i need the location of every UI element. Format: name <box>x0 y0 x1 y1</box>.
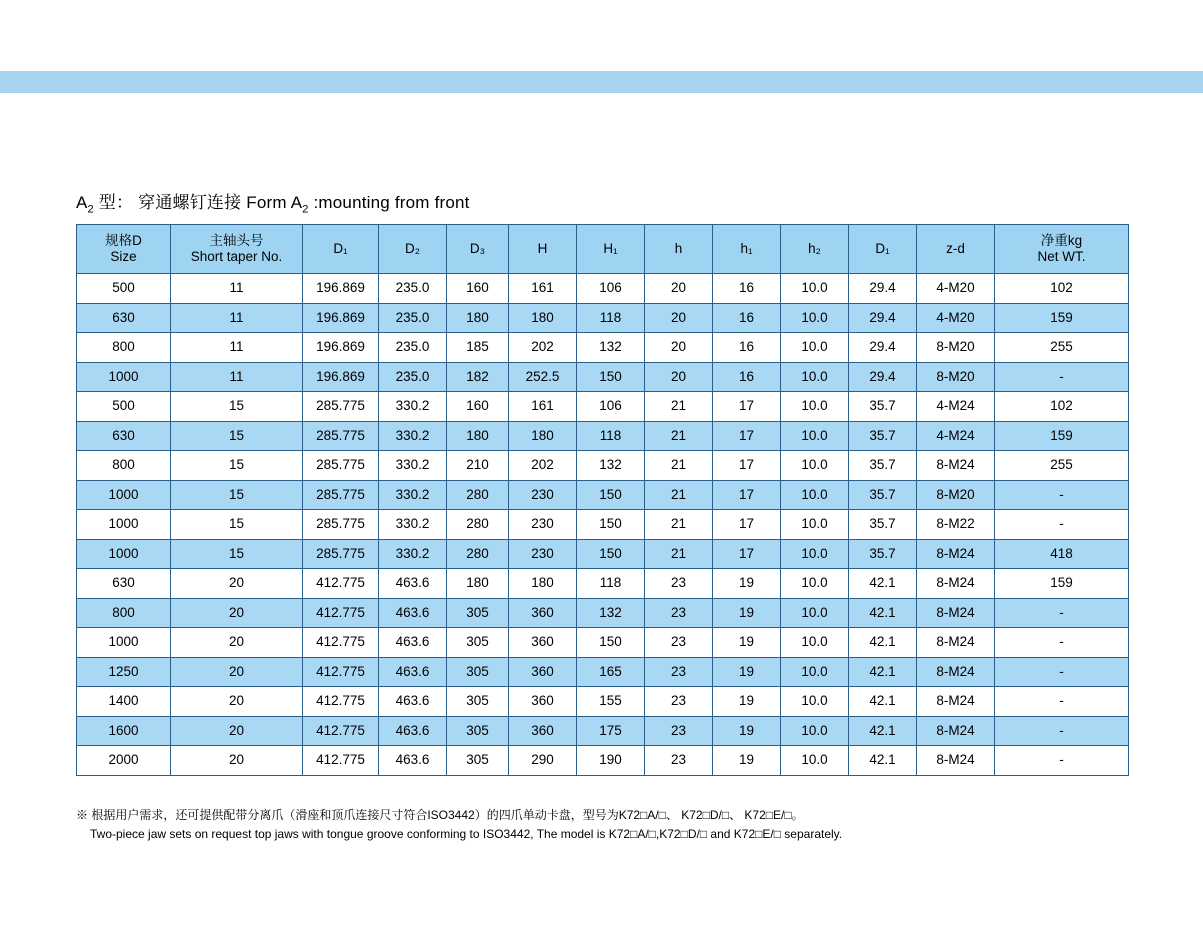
cell-d1: 285.775 <box>303 480 379 510</box>
cell-hl2: 10.0 <box>781 539 849 569</box>
title-suffix: :mounting from front <box>308 193 470 212</box>
column-header-h-lc-1 <box>713 225 781 274</box>
cell-h1: 150 <box>577 480 645 510</box>
column-header-line1: H <box>537 241 548 257</box>
column-header-d3 <box>447 225 509 274</box>
table-row <box>77 569 1129 599</box>
cell-h1: 175 <box>577 716 645 746</box>
cell-d3: 180 <box>447 421 509 451</box>
cell-h: 360 <box>509 628 577 658</box>
column-header-line1: h₁ <box>740 241 753 257</box>
cell-hl1: 17 <box>713 539 781 569</box>
cell-h: 161 <box>509 274 577 304</box>
cell-d1b: 35.7 <box>849 539 917 569</box>
cell-taper: 20 <box>171 687 303 717</box>
footnote-english: Two-piece jaw sets on request top jaws with tongue groove conforming to ISO3442, The model is K72□A/□,K72□D/□ and K72□E/□ separately. <box>90 827 843 842</box>
cell-hl1: 19 <box>713 598 781 628</box>
cell-h: 360 <box>509 716 577 746</box>
cell-h: 161 <box>509 392 577 422</box>
cell-hl: 20 <box>645 303 713 333</box>
cell-weight: - <box>995 687 1129 717</box>
cell-d2: 235.0 <box>379 362 447 392</box>
cell-hl: 20 <box>645 362 713 392</box>
cell-d2: 330.2 <box>379 392 447 422</box>
cell-d3: 280 <box>447 510 509 540</box>
cell-zd: 4-M24 <box>917 421 995 451</box>
column-header-line2: Net WT. <box>1037 249 1086 264</box>
column-header-h-lc-2 <box>781 225 849 274</box>
column-header-d1 <box>303 225 379 274</box>
cell-d3: 160 <box>447 274 509 304</box>
table-row <box>77 451 1129 481</box>
cell-zd: 8-M20 <box>917 480 995 510</box>
cell-d3: 305 <box>447 746 509 776</box>
cell-d1b: 42.1 <box>849 598 917 628</box>
cell-h: 360 <box>509 598 577 628</box>
column-header-line1: 规格D <box>105 233 142 249</box>
column-header-d1-bolt <box>849 225 917 274</box>
cell-d2: 463.6 <box>379 687 447 717</box>
cell-size: 1000 <box>77 480 171 510</box>
cell-size: 1400 <box>77 687 171 717</box>
cell-hl2: 10.0 <box>781 392 849 422</box>
cell-zd: 8-M24 <box>917 628 995 658</box>
cell-h1: 150 <box>577 539 645 569</box>
cell-h1: 132 <box>577 333 645 363</box>
cell-size: 1000 <box>77 510 171 540</box>
column-header-d2 <box>379 225 447 274</box>
cell-taper: 15 <box>171 539 303 569</box>
cell-d1: 285.775 <box>303 421 379 451</box>
cell-hl: 21 <box>645 480 713 510</box>
cell-h1: 132 <box>577 598 645 628</box>
cell-d2: 463.6 <box>379 746 447 776</box>
cell-d1b: 29.4 <box>849 274 917 304</box>
cell-d3: 160 <box>447 392 509 422</box>
cell-hl1: 16 <box>713 333 781 363</box>
cell-h1: 106 <box>577 274 645 304</box>
cell-taper: 11 <box>171 333 303 363</box>
cell-zd: 4-M24 <box>917 392 995 422</box>
cell-hl2: 10.0 <box>781 451 849 481</box>
cell-d1b: 42.1 <box>849 746 917 776</box>
cell-hl2: 10.0 <box>781 333 849 363</box>
cell-taper: 20 <box>171 569 303 599</box>
table-row <box>77 628 1129 658</box>
cell-taper: 20 <box>171 598 303 628</box>
cell-d3: 280 <box>447 539 509 569</box>
table-row <box>77 333 1129 363</box>
cell-d1b: 42.1 <box>849 569 917 599</box>
cell-hl1: 19 <box>713 657 781 687</box>
cell-d1b: 29.4 <box>849 362 917 392</box>
cell-size: 800 <box>77 598 171 628</box>
cell-d2: 463.6 <box>379 716 447 746</box>
cell-taper: 11 <box>171 362 303 392</box>
cell-d2: 235.0 <box>379 274 447 304</box>
cell-hl2: 10.0 <box>781 303 849 333</box>
cell-hl: 23 <box>645 746 713 776</box>
cell-zd: 8-M24 <box>917 746 995 776</box>
cell-d1: 412.775 <box>303 569 379 599</box>
cell-hl: 23 <box>645 657 713 687</box>
cell-hl1: 17 <box>713 480 781 510</box>
cell-d1: 196.869 <box>303 333 379 363</box>
title-sub-2: 2 <box>302 203 309 216</box>
cell-d2: 330.2 <box>379 451 447 481</box>
cell-d1: 412.775 <box>303 657 379 687</box>
cell-zd: 8-M24 <box>917 657 995 687</box>
cell-taper: 15 <box>171 480 303 510</box>
table-row <box>77 598 1129 628</box>
cell-weight: - <box>995 480 1129 510</box>
cell-d1b: 42.1 <box>849 716 917 746</box>
cell-hl1: 19 <box>713 687 781 717</box>
table-header-row <box>77 225 1129 274</box>
cell-d1: 412.775 <box>303 746 379 776</box>
cell-h: 360 <box>509 657 577 687</box>
cell-weight: 159 <box>995 303 1129 333</box>
table-row <box>77 746 1129 776</box>
cell-d1b: 35.7 <box>849 451 917 481</box>
cell-weight: 102 <box>995 392 1129 422</box>
footnotes <box>76 806 1136 844</box>
spec-table <box>76 224 1129 776</box>
cell-d1b: 35.7 <box>849 392 917 422</box>
cell-taper: 20 <box>171 716 303 746</box>
cell-h1: 190 <box>577 746 645 776</box>
cell-hl2: 10.0 <box>781 480 849 510</box>
cell-size: 630 <box>77 421 171 451</box>
cell-weight: - <box>995 746 1129 776</box>
cell-h1: 106 <box>577 392 645 422</box>
cell-hl1: 17 <box>713 451 781 481</box>
cell-d2: 235.0 <box>379 303 447 333</box>
cell-d2: 235.0 <box>379 333 447 363</box>
cell-weight: 255 <box>995 333 1129 363</box>
table-row <box>77 716 1129 746</box>
cell-taper: 11 <box>171 303 303 333</box>
cell-weight: 159 <box>995 569 1129 599</box>
cell-h1: 150 <box>577 362 645 392</box>
cell-h: 360 <box>509 687 577 717</box>
table-row <box>77 539 1129 569</box>
cell-hl: 23 <box>645 628 713 658</box>
cell-taper: 20 <box>171 657 303 687</box>
cell-d3: 180 <box>447 569 509 599</box>
page-title <box>76 188 470 215</box>
cell-size: 2000 <box>77 746 171 776</box>
cell-hl1: 16 <box>713 303 781 333</box>
cell-hl2: 10.0 <box>781 628 849 658</box>
column-header-line1: h₂ <box>808 241 821 257</box>
cell-hl2: 10.0 <box>781 362 849 392</box>
cell-h: 230 <box>509 480 577 510</box>
cell-d1: 285.775 <box>303 510 379 540</box>
cell-zd: 8-M24 <box>917 569 995 599</box>
cell-taper: 11 <box>171 274 303 304</box>
column-header-line1: 主轴头号 <box>209 233 264 249</box>
cell-d2: 330.2 <box>379 480 447 510</box>
column-header-line1: h <box>674 241 683 257</box>
cell-d1b: 35.7 <box>849 480 917 510</box>
cell-zd: 8-M24 <box>917 598 995 628</box>
cell-weight: 255 <box>995 451 1129 481</box>
cell-h: 202 <box>509 333 577 363</box>
cell-h: 180 <box>509 303 577 333</box>
column-header-z-d <box>917 225 995 274</box>
cell-d1: 285.775 <box>303 539 379 569</box>
table-row <box>77 480 1129 510</box>
column-header-h-lc <box>645 225 713 274</box>
table-row <box>77 510 1129 540</box>
cell-hl: 23 <box>645 716 713 746</box>
cell-size: 630 <box>77 303 171 333</box>
cell-size: 800 <box>77 333 171 363</box>
cell-taper: 20 <box>171 746 303 776</box>
cell-hl2: 10.0 <box>781 657 849 687</box>
column-header-size <box>77 225 171 274</box>
cell-d1b: 42.1 <box>849 687 917 717</box>
cell-hl2: 10.0 <box>781 746 849 776</box>
cell-d3: 180 <box>447 303 509 333</box>
cell-hl: 21 <box>645 451 713 481</box>
cell-zd: 4-M20 <box>917 274 995 304</box>
cell-size: 500 <box>77 274 171 304</box>
column-header-short-taper-no <box>171 225 303 274</box>
cell-weight: - <box>995 716 1129 746</box>
cell-d1: 196.869 <box>303 274 379 304</box>
table-row <box>77 392 1129 422</box>
column-header-line2: Short taper No. <box>190 249 283 264</box>
cell-d1: 196.869 <box>303 362 379 392</box>
cell-hl: 21 <box>645 421 713 451</box>
cell-zd: 8-M20 <box>917 362 995 392</box>
cell-h: 180 <box>509 421 577 451</box>
cell-h1: 118 <box>577 303 645 333</box>
cell-size: 500 <box>77 392 171 422</box>
cell-hl: 21 <box>645 539 713 569</box>
cell-weight: 159 <box>995 421 1129 451</box>
cell-d3: 185 <box>447 333 509 363</box>
column-header-net-weight <box>995 225 1129 274</box>
cell-d2: 330.2 <box>379 421 447 451</box>
cell-taper: 15 <box>171 392 303 422</box>
cell-size: 1000 <box>77 362 171 392</box>
cell-zd: 8-M22 <box>917 510 995 540</box>
cell-d2: 463.6 <box>379 569 447 599</box>
cell-h1: 165 <box>577 657 645 687</box>
cell-weight: - <box>995 628 1129 658</box>
cell-d2: 330.2 <box>379 510 447 540</box>
cell-hl2: 10.0 <box>781 274 849 304</box>
column-header-line1: H₁ <box>603 241 618 257</box>
column-header-line1: D₃ <box>469 241 486 257</box>
table-body <box>77 274 1129 776</box>
table-row <box>77 303 1129 333</box>
cell-d1: 412.775 <box>303 716 379 746</box>
cell-h1: 155 <box>577 687 645 717</box>
cell-zd: 8-M24 <box>917 451 995 481</box>
cell-d1b: 35.7 <box>849 421 917 451</box>
cell-d2: 463.6 <box>379 628 447 658</box>
cell-d2: 463.6 <box>379 657 447 687</box>
title-prefix: A <box>76 193 88 212</box>
column-header-line2: Size <box>110 249 137 264</box>
top-color-band <box>0 71 1203 93</box>
cell-hl1: 16 <box>713 362 781 392</box>
cell-weight: - <box>995 510 1129 540</box>
cell-d2: 330.2 <box>379 539 447 569</box>
column-header-h <box>509 225 577 274</box>
cell-d1: 285.775 <box>303 451 379 481</box>
cell-h: 230 <box>509 539 577 569</box>
column-header-line1: D₂ <box>405 241 420 257</box>
cell-hl: 20 <box>645 274 713 304</box>
cell-zd: 4-M20 <box>917 303 995 333</box>
cell-zd: 8-M24 <box>917 687 995 717</box>
cell-h: 252.5 <box>509 362 577 392</box>
cell-d1b: 35.7 <box>849 510 917 540</box>
cell-hl1: 17 <box>713 510 781 540</box>
cell-h: 202 <box>509 451 577 481</box>
cell-size: 1000 <box>77 539 171 569</box>
cell-h1: 118 <box>577 421 645 451</box>
cell-d1: 412.775 <box>303 598 379 628</box>
table-row <box>77 657 1129 687</box>
cell-weight: - <box>995 362 1129 392</box>
cell-h: 290 <box>509 746 577 776</box>
cell-hl2: 10.0 <box>781 510 849 540</box>
cell-d3: 305 <box>447 657 509 687</box>
cell-d3: 280 <box>447 480 509 510</box>
cell-hl2: 10.0 <box>781 569 849 599</box>
cell-d1: 196.869 <box>303 303 379 333</box>
cell-hl1: 17 <box>713 421 781 451</box>
footnote-chinese: ※ 根据用户需求，还可提供配带分离爪（滑座和顶爪连接尺寸符合ISO3442）的四爪单动卡盘，型号为K72□A/□、 K72□D/□、 K72□E/□。 <box>76 808 804 822</box>
cell-size: 800 <box>77 451 171 481</box>
cell-hl1: 19 <box>713 746 781 776</box>
cell-weight: 418 <box>995 539 1129 569</box>
cell-hl2: 10.0 <box>781 716 849 746</box>
cell-hl1: 19 <box>713 628 781 658</box>
cell-hl1: 16 <box>713 274 781 304</box>
column-header-line1: D₁ <box>875 241 890 257</box>
cell-h1: 132 <box>577 451 645 481</box>
cell-h1: 150 <box>577 628 645 658</box>
cell-size: 630 <box>77 569 171 599</box>
cell-size: 1600 <box>77 716 171 746</box>
cell-h: 230 <box>509 510 577 540</box>
cell-d3: 182 <box>447 362 509 392</box>
cell-h1: 150 <box>577 510 645 540</box>
column-header-line1: D₁ <box>333 241 348 257</box>
cell-d1b: 29.4 <box>849 303 917 333</box>
cell-hl: 23 <box>645 569 713 599</box>
cell-hl: 21 <box>645 392 713 422</box>
cell-hl2: 10.0 <box>781 598 849 628</box>
cell-size: 1250 <box>77 657 171 687</box>
cell-weight: - <box>995 598 1129 628</box>
column-header-line1: z-d <box>946 241 965 257</box>
cell-hl: 20 <box>645 333 713 363</box>
cell-d1b: 42.1 <box>849 657 917 687</box>
table-row <box>77 274 1129 304</box>
cell-h: 180 <box>509 569 577 599</box>
cell-zd: 8-M24 <box>917 716 995 746</box>
cell-size: 1000 <box>77 628 171 658</box>
cell-d1b: 42.1 <box>849 628 917 658</box>
cell-h1: 118 <box>577 569 645 599</box>
cell-d3: 305 <box>447 628 509 658</box>
cell-zd: 8-M24 <box>917 539 995 569</box>
cell-d3: 305 <box>447 716 509 746</box>
cell-taper: 20 <box>171 628 303 658</box>
cell-d1: 285.775 <box>303 392 379 422</box>
cell-taper: 15 <box>171 510 303 540</box>
cell-d3: 305 <box>447 598 509 628</box>
cell-hl1: 17 <box>713 392 781 422</box>
cell-d1b: 29.4 <box>849 333 917 363</box>
cell-d3: 305 <box>447 687 509 717</box>
title-mid: 型： 穿通螺钉连接 Form A <box>93 193 303 212</box>
cell-taper: 15 <box>171 421 303 451</box>
table-row <box>77 687 1129 717</box>
cell-hl1: 19 <box>713 569 781 599</box>
title-sub-1: 2 <box>87 203 94 216</box>
table-header <box>77 225 1129 274</box>
cell-hl: 23 <box>645 687 713 717</box>
table-row <box>77 362 1129 392</box>
column-header-line1: 净重kg <box>1040 233 1083 249</box>
table-row <box>77 421 1129 451</box>
cell-d1: 412.775 <box>303 628 379 658</box>
cell-hl2: 10.0 <box>781 687 849 717</box>
cell-hl1: 19 <box>713 716 781 746</box>
cell-d3: 210 <box>447 451 509 481</box>
cell-d1: 412.775 <box>303 687 379 717</box>
cell-hl: 21 <box>645 510 713 540</box>
cell-weight: 102 <box>995 274 1129 304</box>
cell-zd: 8-M20 <box>917 333 995 363</box>
cell-weight: - <box>995 657 1129 687</box>
cell-hl2: 10.0 <box>781 421 849 451</box>
column-header-h-uc-1 <box>577 225 645 274</box>
cell-d2: 463.6 <box>379 598 447 628</box>
cell-taper: 15 <box>171 451 303 481</box>
cell-hl: 23 <box>645 598 713 628</box>
